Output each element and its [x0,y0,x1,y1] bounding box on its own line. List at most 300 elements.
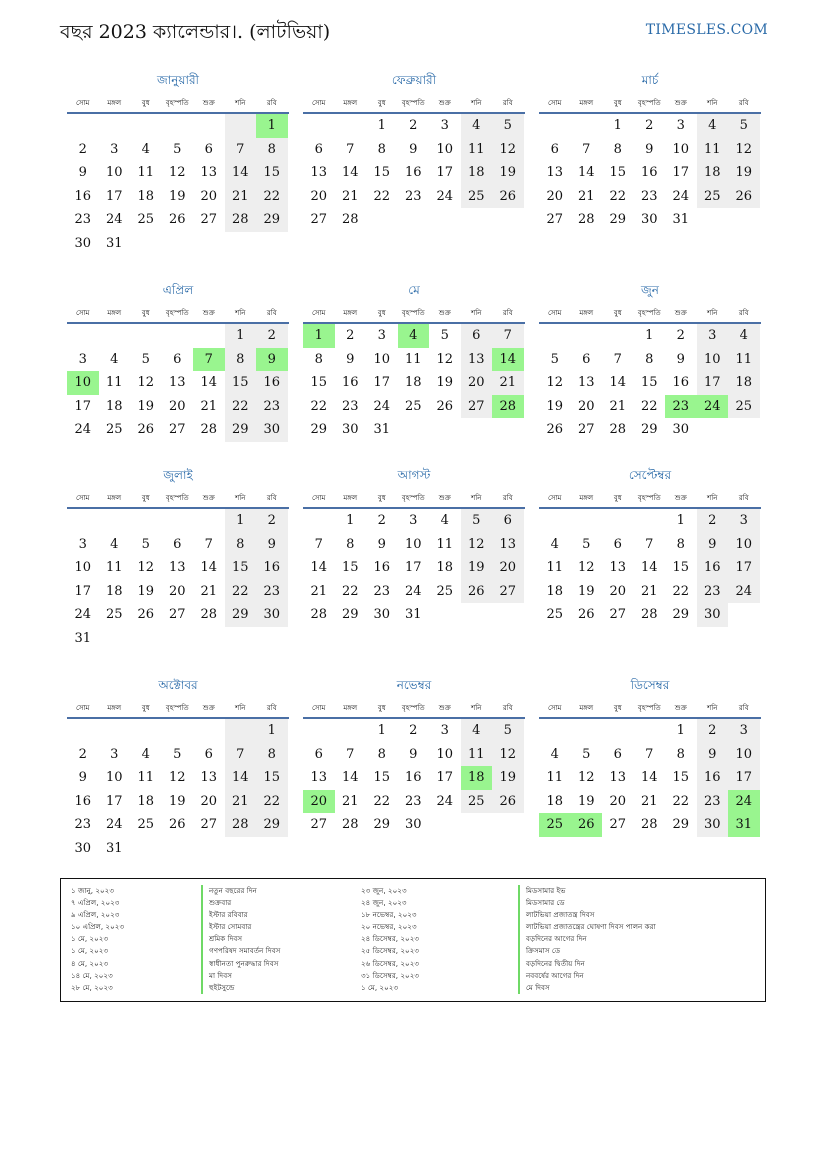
legend-date: ২৪ জুন, ২০২৩ [361,898,407,908]
day-cell: 25 [461,790,493,814]
day-cell: 24 [74,422,92,438]
day-cell: 4 [550,746,559,762]
day-cell: 1 [377,723,386,738]
empty-cell [130,837,162,861]
day-cell: 12 [168,165,186,181]
empty-cell [225,837,257,861]
day-cell: 2 [645,118,654,133]
day-cell: 23 [697,580,729,604]
day-cell: 21 [341,188,359,204]
empty-cell [67,114,99,138]
empty-cell [398,418,430,442]
empty-cell [602,324,634,348]
day-cell: 28 [225,208,257,232]
weekday-label: রবি [502,704,513,712]
site-link[interactable]: TIMESLES.COM [645,22,768,38]
day-cell: 8 [676,746,685,762]
day-cell: 9 [645,141,654,157]
weekday-label: সোম [76,704,90,712]
empty-cell [728,603,760,627]
day-cell: 9 [409,746,418,762]
day-cell: 6 [550,141,559,157]
weekday-label: সোম [312,704,326,712]
day-cell: 1 [613,118,622,133]
month-block [539,72,761,232]
day-cell: 30 [341,422,359,438]
day-cell: 18 [461,161,493,185]
day-cell: 29 [640,422,658,438]
day-cell: 31 [404,607,422,623]
legend-date: ১০ এপ্রিল, ২০২৩ [71,922,125,932]
day-cell: 6 [613,536,622,552]
day-cell: 10 [105,770,123,786]
day-cell: 20 [200,188,218,204]
weekday-header [539,489,761,509]
month-name: সেপ্টেম্বর [628,468,672,482]
weekday-label: বুধ [141,494,150,502]
day-cell: 2 [78,141,87,157]
empty-cell [99,324,131,348]
day-cell: 6 [314,141,323,157]
weekday-label: বৃহস্পতি [637,309,661,317]
day-cell: 3 [78,536,87,552]
weekday-label: রবি [266,99,277,107]
day-cell: 1 [256,719,288,743]
empty-cell [162,719,194,743]
day-cell: 13 [546,165,564,181]
weekday-header [539,304,761,324]
day-cell: 23 [404,793,422,809]
day-cell: 5 [582,746,591,762]
month-block [67,467,289,651]
day-cell: 16 [640,165,658,181]
weekday-label: মঙ্গল [107,494,122,502]
day-cell: 30 [672,422,690,438]
day-cell: 10 [728,533,760,557]
day-grid [303,509,525,627]
empty-cell [130,114,162,138]
weekday-label: শনি [235,309,246,317]
empty-cell [130,719,162,743]
day-cell: 4 [461,719,493,743]
day-grid [67,114,289,256]
empty-cell [162,324,194,348]
legend-date: ২৫ ডিসেম্বর, ২০২৩ [361,946,420,956]
month-block [67,677,289,861]
day-cell: 13 [200,165,218,181]
day-cell: 25 [436,583,454,599]
day-cell: 29 [310,422,328,438]
legend-holiday-name: মে দিবস [526,982,550,992]
day-cell: 22 [225,395,257,419]
day-cell: 23 [341,398,359,414]
day-cell: 14 [310,560,328,576]
day-cell: 1 [225,509,257,533]
day-cell: 26 [168,817,186,833]
day-cell: 11 [105,375,123,391]
day-cell: 24 [436,793,454,809]
day-cell: 2 [409,723,418,738]
day-cell: 2 [256,324,288,348]
empty-cell [366,208,398,232]
day-cell: 8 [225,533,257,557]
day-cell: 28 [577,212,595,228]
page-title: বছর 2023 ক্যালেন্ডার।. (লাটভিয়া) [60,21,331,43]
day-cell: 3 [110,746,119,762]
empty-cell [728,208,760,232]
empty-cell [539,324,571,348]
day-cell: 14 [225,766,257,790]
day-cell: 15 [225,371,257,395]
day-cell: 5 [173,746,182,762]
day-cell: 20 [168,398,186,414]
weekday-label: বুধ [613,704,622,712]
weekday-label: বুধ [613,494,622,502]
day-cell: 12 [546,375,564,391]
weekday-header [303,489,525,509]
weekday-label: মঙ্গল [579,309,594,317]
day-cell: 24 [105,817,123,833]
day-cell: 18 [546,793,564,809]
day-cell: 12 [492,138,524,162]
day-cell: 9 [78,165,87,181]
day-cell: 13 [168,375,186,391]
weekday-label: বুধ [377,704,386,712]
legend-holiday-name: মিডসামার ডে [526,898,565,908]
day-cell: 22 [672,583,690,599]
month-name: নভেম্বর [396,678,432,692]
day-grid [303,719,525,837]
day-cell: 7 [645,536,654,552]
day-grid [539,114,761,232]
day-cell: 19 [137,398,155,414]
day-cell: 22 [256,790,288,814]
legend-names-right [518,885,656,994]
day-cell: 10 [373,351,391,367]
day-cell: 6 [582,351,591,367]
empty-cell [99,719,131,743]
empty-cell [571,114,603,138]
empty-cell [256,232,288,256]
day-cell: 13 [310,165,328,181]
empty-cell [461,813,493,837]
day-cell: 10 [697,348,729,372]
day-cell: 10 [67,371,99,395]
day-cell: 9 [78,770,87,786]
day-cell: 2 [346,328,355,343]
weekday-label: শনি [235,99,246,107]
day-cell: 10 [728,743,760,767]
day-cell: 17 [436,165,454,181]
day-cell: 29 [341,607,359,623]
legend-holiday-name: মা দিবস [209,970,232,980]
empty-cell [162,114,194,138]
empty-cell [429,603,461,627]
day-cell: 14 [577,165,595,181]
legend-holiday-name: ইস্টার সোমবার [209,922,252,932]
weekday-label: মঙ্গল [107,99,122,107]
day-cell: 22 [609,188,627,204]
day-cell: 3 [110,141,119,157]
day-cell: 31 [105,235,123,251]
empty-cell [67,719,99,743]
day-cell: 3 [728,719,760,743]
day-cell: 19 [492,766,524,790]
day-cell: 30 [373,607,391,623]
day-cell: 6 [173,351,182,367]
legend-date: ২০ নভেম্বর, ২০২৩ [361,922,417,932]
day-cell: 18 [137,793,155,809]
day-cell: 26 [728,185,760,209]
day-cell: 18 [105,583,123,599]
day-cell: 28 [609,422,627,438]
legend-date: ১৪ মে, ২০২৩ [71,970,113,980]
day-cell: 3 [440,118,449,133]
weekday-label: বুধ [377,494,386,502]
weekday-label: মঙ্গল [579,704,594,712]
day-cell: 3 [728,509,760,533]
legend-holiday-name: গণপরিষদ সমাবর্তন দিবস [209,946,281,956]
day-cell: 5 [141,351,150,367]
day-cell: 1 [256,114,288,138]
day-cell: 14 [640,770,658,786]
month-name: জানুয়ারী [157,73,199,87]
day-cell: 30 [256,603,288,627]
day-cell: 8 [613,141,622,157]
day-cell: 21 [577,188,595,204]
legend-date: ৩১ ডিসেম্বর, ২০২৩ [361,970,420,980]
day-cell: 18 [461,766,493,790]
day-cell: 4 [697,114,729,138]
empty-cell [193,114,225,138]
day-cell: 8 [314,351,323,367]
day-cell: 28 [640,817,658,833]
day-cell: 9 [697,743,729,767]
day-cell: 15 [310,375,328,391]
day-cell: 11 [137,770,155,786]
empty-cell [225,114,257,138]
day-cell: 20 [492,556,524,580]
day-cell: 16 [341,375,359,391]
empty-cell [571,324,603,348]
weekday-label: মঙ্গল [343,494,358,502]
empty-cell [99,627,131,651]
day-cell: 28 [200,607,218,623]
day-cell: 27 [492,580,524,604]
day-cell: 24 [373,398,391,414]
empty-cell [429,418,461,442]
day-cell: 3 [676,118,685,133]
day-cell: 19 [137,583,155,599]
day-cell: 1 [676,723,685,738]
day-cell: 7 [314,536,323,552]
empty-cell [697,418,729,442]
day-cell: 8 [225,348,257,372]
empty-cell [130,627,162,651]
day-cell: 8 [676,536,685,552]
day-cell: 14 [200,375,218,391]
day-cell: 21 [341,793,359,809]
day-grid [539,719,761,837]
legend-date: ১ মে, ২০২৩ [361,982,399,992]
weekday-label: বুধ [377,309,386,317]
day-cell: 21 [310,583,328,599]
day-cell: 25 [105,607,123,623]
day-cell: 11 [546,560,564,576]
day-cell: 3 [409,513,418,528]
day-grid [67,324,289,442]
weekday-label: সোম [548,494,562,502]
weekday-label: শুক্র [202,309,215,317]
weekday-label: সোম [548,99,562,107]
weekday-label: রবি [502,309,513,317]
day-cell: 9 [346,351,355,367]
weekday-label: রবি [738,309,749,317]
empty-cell [225,232,257,256]
day-cell: 16 [697,766,729,790]
empty-cell [492,208,524,232]
month-name: ফেব্রুয়ারী [391,73,437,87]
day-cell: 28 [492,395,524,419]
empty-cell [461,208,493,232]
day-cell: 30 [640,212,658,228]
month-name: জুন [641,283,659,297]
weekday-label: বৃহস্পতি [637,704,661,712]
day-cell: 19 [492,161,524,185]
legend-date: ২৮ মে, ২০২৩ [71,982,113,992]
day-cell: 30 [74,840,92,856]
day-cell: 7 [582,141,591,157]
legend-date: ২৬ ডিসেম্বর, ২০২৩ [361,958,420,968]
weekday-header [303,699,525,719]
month-name: আগস্ট [397,468,431,482]
legend-holiday-name: নববর্ষের আগের দিন [526,970,584,980]
legend-dates-right [361,885,419,994]
weekday-label: শনি [235,704,246,712]
weekday-label: সোম [76,309,90,317]
day-cell: 3 [377,328,386,343]
day-cell: 24 [404,583,422,599]
day-cell: 14 [200,560,218,576]
empty-cell [398,208,430,232]
empty-cell [99,509,131,533]
day-cell: 7 [346,746,355,762]
legend-date: ১ মে, ২০২৩ [71,946,109,956]
weekday-label: সোম [548,309,562,317]
day-cell: 31 [728,813,760,837]
day-cell: 10 [672,141,690,157]
day-cell: 20 [303,790,335,814]
day-cell: 22 [373,793,391,809]
day-cell: 15 [225,556,257,580]
day-cell: 4 [461,114,493,138]
day-cell: 27 [461,395,493,419]
day-cell: 25 [461,185,493,209]
day-cell: 21 [225,790,257,814]
day-cell: 6 [492,509,524,533]
empty-cell [461,603,493,627]
day-cell: 19 [168,188,186,204]
day-cell: 24 [728,790,760,814]
day-cell: 26 [137,422,155,438]
day-cell: 28 [310,607,328,623]
day-cell: 20 [546,188,564,204]
day-cell: 18 [137,188,155,204]
weekday-label: শুক্র [202,99,215,107]
day-cell: 18 [546,583,564,599]
day-cell: 2 [676,328,685,343]
day-cell: 11 [461,743,493,767]
weekday-label: বৃহস্পতি [165,704,189,712]
day-cell: 19 [577,583,595,599]
weekday-label: বুধ [141,309,150,317]
day-cell: 7 [346,141,355,157]
day-cell: 27 [200,212,218,228]
month-block [539,467,761,627]
day-cell: 12 [577,770,595,786]
legend-date: ৪ মে, ২০২৩ [71,958,109,968]
weekday-header [303,304,525,324]
day-cell: 11 [105,560,123,576]
weekday-label: মঙ্গল [579,494,594,502]
legend-dates-left [71,885,124,994]
day-cell: 6 [613,746,622,762]
month-name: ডিসেম্বর [630,678,670,692]
day-cell: 26 [546,422,564,438]
empty-cell [193,837,225,861]
day-cell: 27 [310,212,328,228]
day-cell: 16 [672,375,690,391]
month-name: মার্চ [641,73,659,87]
day-cell: 6 [204,746,213,762]
day-cell: 27 [577,422,595,438]
day-cell: 23 [74,817,92,833]
day-cell: 29 [225,418,257,442]
weekday-label: সোম [312,99,326,107]
day-cell: 21 [640,793,658,809]
day-cell: 24 [672,188,690,204]
empty-cell [193,324,225,348]
weekday-label: বৃহস্পতি [401,309,425,317]
day-cell: 23 [697,790,729,814]
day-cell: 9 [377,536,386,552]
day-cell: 22 [225,580,257,604]
day-cell: 26 [461,580,493,604]
day-cell: 15 [640,375,658,391]
weekday-label: সোম [312,494,326,502]
day-cell: 4 [550,536,559,552]
day-cell: 29 [373,817,391,833]
day-cell: 14 [609,375,627,391]
holiday-legend [60,878,766,1002]
day-cell: 22 [373,188,391,204]
day-cell: 15 [341,560,359,576]
legend-date: ১৮ নভেম্বর, ২০২৩ [361,910,417,920]
weekday-label: মঙ্গল [107,704,122,712]
day-cell: 22 [256,185,288,209]
legend-holiday-name: ইস্টার রবিবার [209,910,248,920]
day-cell: 3 [697,324,729,348]
empty-cell [256,627,288,651]
day-cell: 16 [404,770,422,786]
legend-holiday-name: লাটভিয়া প্রজাতন্ত্র দিবস [526,910,595,920]
empty-cell [162,837,194,861]
day-cell: 19 [436,375,454,391]
empty-cell [130,324,162,348]
day-cell: 19 [546,398,564,414]
day-cell: 18 [728,371,760,395]
day-cell: 8 [256,743,288,767]
